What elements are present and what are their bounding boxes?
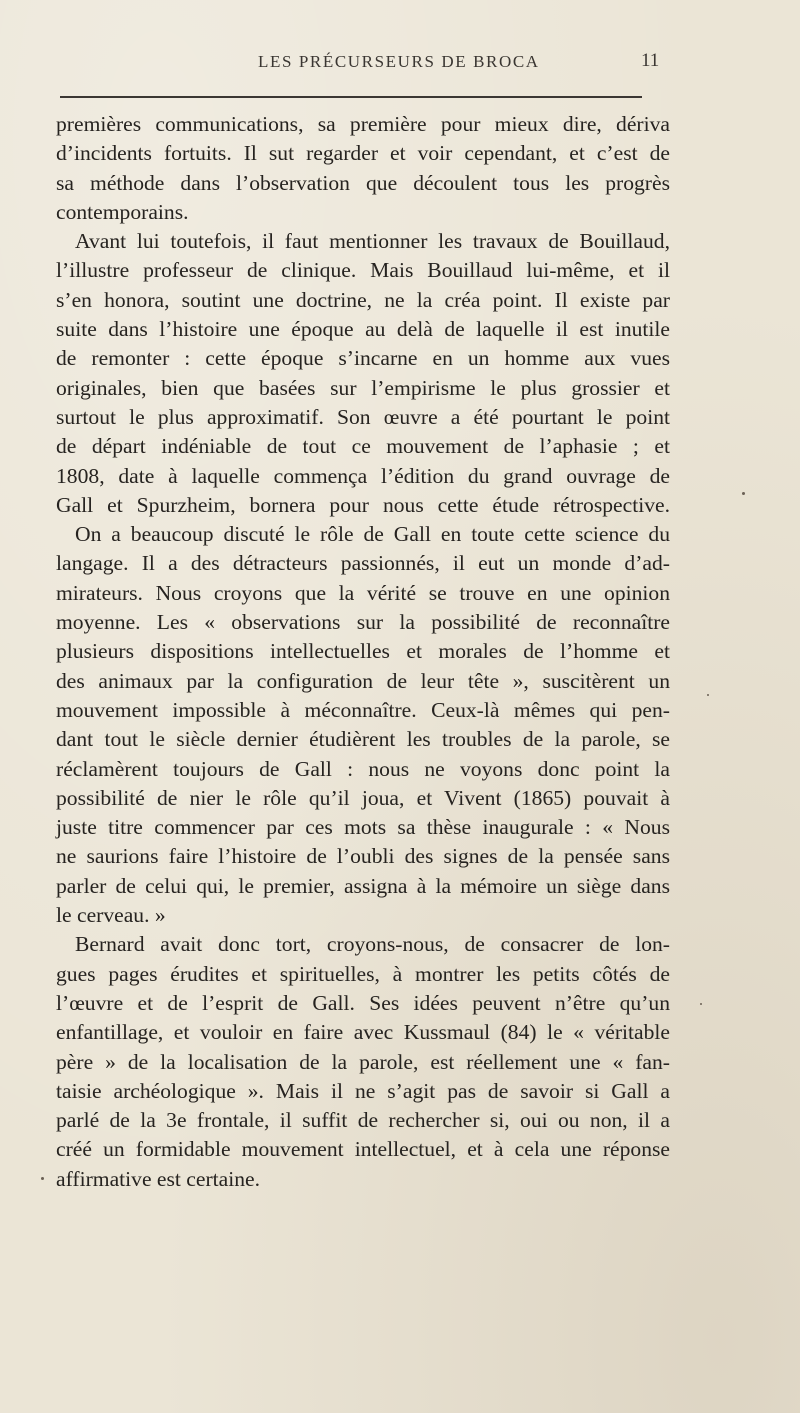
text-line: l’œuvre et de l’esprit de Gall. Ses idées peuvent n’être qu’un bbox=[56, 990, 670, 1015]
text-line: dant tout le siècle dernier étudièrent les troubles de la parole, se bbox=[56, 727, 670, 752]
text-line: gues pages érudites et spirituelles, à montrer les petits côtés de bbox=[56, 961, 670, 986]
text-line: père » de la localisation de la parole, est réellement une « fan- bbox=[56, 1049, 670, 1074]
text-line: juste titre commencer par ces mots sa thèse inaugurale : « Nous bbox=[56, 815, 670, 840]
header-rule bbox=[60, 96, 642, 98]
text-line: originales, bien que basées sur l’empirisme le plus grossier et bbox=[56, 375, 670, 400]
text-line: premières communications, sa première pour mieux dire, dériva bbox=[56, 112, 670, 136]
text-line: contemporains. bbox=[56, 199, 189, 224]
running-title: LES PRÉCURSEURS DE BROCA bbox=[258, 52, 540, 71]
text-line: mirateurs. Nous croyons que la vérité se trouve en une opinion bbox=[56, 580, 670, 605]
text-line: d’incidents fortuits. Il sut regarder et voir cependant, et c’est de bbox=[56, 141, 670, 166]
text-line: Gall et Spurzheim, bornera pour nous cette étude rétrospective. bbox=[56, 492, 670, 517]
text-line: Avant lui toutefois, il faut mentionner les travaux de Bouillaud, bbox=[75, 229, 670, 254]
text-line: plusieurs dispositions intellectuelles et morales de l’homme et bbox=[56, 639, 670, 664]
text-line: de remonter : cette époque s’incarne en un homme aux vues bbox=[56, 346, 670, 371]
text-line: l’illustre professeur de clinique. Mais Bouillaud lui-même, et il bbox=[56, 258, 670, 283]
paper-speck bbox=[700, 1003, 702, 1005]
text-line: Bernard avait donc tort, croyons-nous, de consacrer de lon- bbox=[75, 932, 670, 957]
text-line: taisie archéologique ». Mais il ne s’agit pas de savoir si Gall a bbox=[56, 1078, 670, 1103]
body-text bbox=[56, 110, 670, 1194]
text-line: sa méthode dans l’observation que découlent tous les progrès bbox=[56, 170, 670, 195]
paper-speck bbox=[41, 1177, 44, 1180]
text-line: réclamèrent toujours de Gall : nous ne voyons donc point la bbox=[56, 756, 670, 781]
text-line: le cerveau. » bbox=[56, 903, 166, 928]
text-line: parlé de la 3e frontale, il suffit de rechercher si, oui ou non, il a bbox=[56, 1108, 670, 1133]
text-line: langage. Il a des détracteurs passionnés, il eut un monde d’ad- bbox=[56, 551, 670, 576]
paper-speck bbox=[742, 492, 745, 495]
text-line: s’en honora, soutint une doctrine, ne la créa point. Il existe par bbox=[56, 287, 670, 312]
text-line: ne saurions faire l’histoire de l’oubli des signes de la pensée sans bbox=[56, 844, 670, 869]
text-line: moyenne. Les « observations sur la possibilité de reconnaître bbox=[56, 610, 670, 635]
text-line: 1808, date à laquelle commença l’édition du grand ouvrage de bbox=[56, 463, 670, 488]
text-line: surtout le plus approximatif. Son œuvre a été pourtant le point bbox=[56, 404, 670, 429]
running-head bbox=[0, 52, 800, 82]
text-line: suite dans l’histoire une époque au delà de laquelle il est inutile bbox=[56, 317, 670, 342]
text-line: affirmative est certaine. bbox=[56, 1166, 261, 1191]
text-line: parler de celui qui, le premier, assigna à la mémoire un siège dans bbox=[56, 873, 670, 898]
page-number: 11 bbox=[641, 50, 660, 71]
text-line: possibilité de nier le rôle qu’il joua, et Vivent (1865) pouvait à bbox=[56, 785, 670, 810]
text-line: On a beaucoup discuté le rôle de Gall en toute cette science du bbox=[75, 522, 670, 547]
paper-speck bbox=[707, 694, 709, 696]
text-line: créé un formidable mouvement intellectuel, et à cela une réponse bbox=[56, 1137, 670, 1162]
text-line: des animaux par la configuration de leur tête », suscitèrent un bbox=[56, 668, 670, 693]
text-line: mouvement impossible à méconnaître. Ceux-là mêmes qui pen- bbox=[56, 697, 670, 722]
text-line: enfantillage, et vouloir en faire avec Kussmaul (84) le « véritable bbox=[56, 1020, 670, 1045]
text-line: de départ indéniable de tout ce mouvement de l’aphasie ; et bbox=[56, 434, 670, 459]
